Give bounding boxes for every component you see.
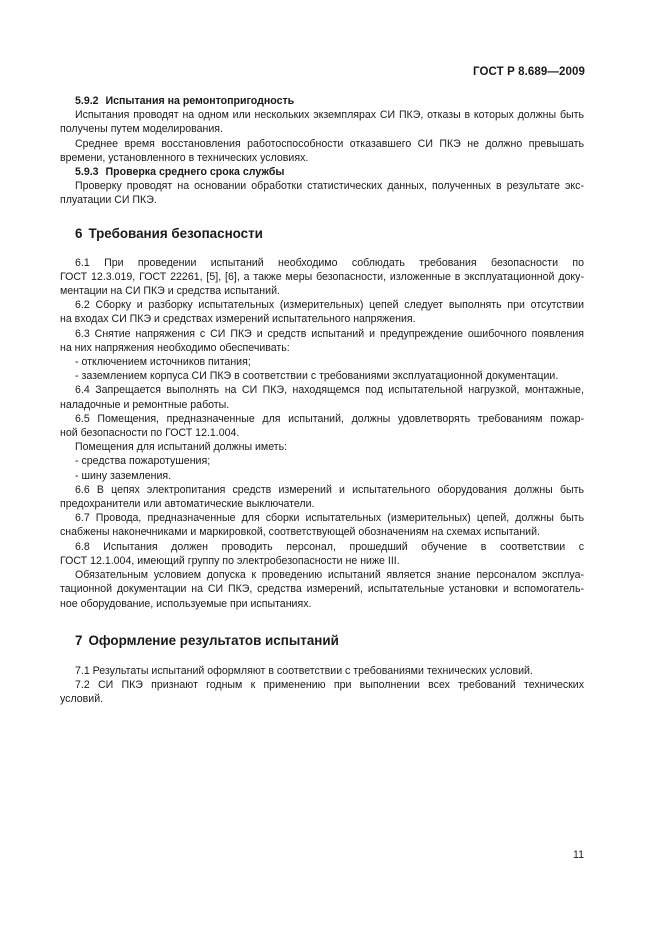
paragraph-line: Среднее время восстановления работоспособности отказавшего СИ ПКЭ не должно превышать <box>75 137 584 150</box>
section-heading-6 <box>60 225 584 243</box>
paragraph-line: 6.6 В цепях электропитания средств измерений и испытательного оборудования должны быть <box>75 483 584 496</box>
list-item: - шину заземления. <box>75 469 172 482</box>
paragraph-line: Испытания проводят на одном или нескольких экземплярах СИ ПКЭ, отказы в которых должны быть <box>75 109 584 122</box>
paragraph-line: ментации на СИ ПКЭ и средства испытаний. <box>60 285 280 298</box>
paragraph-line: 6.3 Снятие напряжения с СИ ПКЭ и средств испытаний и предупреждение ошибочного появления <box>75 327 584 340</box>
paragraph-line: получены путем моделирования. <box>60 123 223 136</box>
paragraph-line: Обязательным условием допуска к проведению испытаний является знание персоналом эксплуа- <box>75 569 584 582</box>
paragraph-line: 6.5 Помещения, предназначенные для испытаний, должны удовлетворять требованиям пожар- <box>75 412 584 425</box>
paragraph-line: ной безопасности по ГОСТ 12.1.004. <box>60 427 240 440</box>
paragraph-line: снабжены наконечниками и маркировкой, соответствующей обозначениям на схемах испытаний. <box>60 526 540 539</box>
paragraph-line: 6.8 Испытания должен проводить персонал, прошедший обучение в соответствии с <box>75 540 584 553</box>
paragraph-line: плуатации СИ ПКЭ. <box>60 194 157 207</box>
paragraph-line: наладочные и ремонтные работы. <box>60 398 230 411</box>
paragraph-line: 7.1 Результаты испытаний оформляют в соответствии с требованиями технических условий. <box>75 664 533 677</box>
section-number: 6 <box>75 225 83 241</box>
paragraph-line: 6.1 При проведении испытаний необходимо соблюдать требования безопасности по <box>75 256 584 269</box>
paragraph-line: времени, установленного в технических условиях. <box>60 151 309 164</box>
subsection-heading-5-9-3 <box>60 165 584 179</box>
paragraph-line: на них напряжения необходимо обеспечивать: <box>60 341 290 354</box>
document-code: ГОСТ Р 8.689—2009 <box>473 66 585 78</box>
paragraph-line: 6.4 Запрещается выполнять на СИ ПКЭ, находящемся под испытательной нагрузкой, монтажные, <box>75 384 584 397</box>
list-item: - отключением источников питания; <box>75 356 251 369</box>
paragraph-line: предохранители или автоматические выключатели. <box>60 498 315 511</box>
paragraph-line: условий. <box>60 693 104 706</box>
paragraph-line: 6.7 Провода, предназначенные для сборки испытательных (измерительных) цепей, должны быть <box>75 512 584 525</box>
section-number: 7 <box>75 632 83 648</box>
section-heading-7 <box>60 632 584 650</box>
subsection-number: 5.9.3 <box>75 166 99 179</box>
paragraph-line: ное оборудование, используемые при испытаниях. <box>60 597 312 610</box>
paragraph-line: Помещения для испытаний должны иметь: <box>75 441 288 454</box>
paragraph-line: 6.2 Сборку и разборку испытательных (измерительных) цепей следует выполнять при отсутствии <box>75 299 584 312</box>
list-item: - заземлением корпуса СИ ПКЭ в соответствии с требованиями эксплуатационной документации. <box>75 370 559 383</box>
paragraph-line: 7.2 СИ ПКЭ признают годным к применению при выполнении всех требований технических <box>75 678 584 691</box>
paragraph-line: на входах СИ ПКЭ и средствах измерений испытательного напряжения. <box>60 313 416 326</box>
section-title: Оформление результатов испытаний <box>88 632 339 648</box>
section-title: Требования безопасности <box>88 225 263 241</box>
paragraph-line: тационной документации на СИ ПКЭ, средства измерений, испытательные установки и вспомогатель- <box>60 583 584 596</box>
subsection-title: Проверка среднего срока службы <box>105 166 285 179</box>
list-item: - средства пожаротушения; <box>75 455 211 468</box>
subsection-title: Испытания на ремонтопригодность <box>105 95 295 107</box>
paragraph-line: ГОСТ 12.3.019, ГОСТ 22261, [5], [6], а также меры безопасности, изложенные в эксплуатационной доку- <box>60 270 584 283</box>
page-content <box>60 94 584 706</box>
paragraph-line: ГОСТ 12.1.004, имеющий группу по электробезопасности не ниже III. <box>60 554 400 567</box>
page-number: 11 <box>573 849 584 861</box>
subsection-heading-5-9-2 <box>60 94 584 108</box>
subsection-number: 5.9.2 <box>75 95 99 107</box>
paragraph-line: Проверку проводят на основании обработки статистических данных, полученных в результате экс- <box>75 180 584 193</box>
